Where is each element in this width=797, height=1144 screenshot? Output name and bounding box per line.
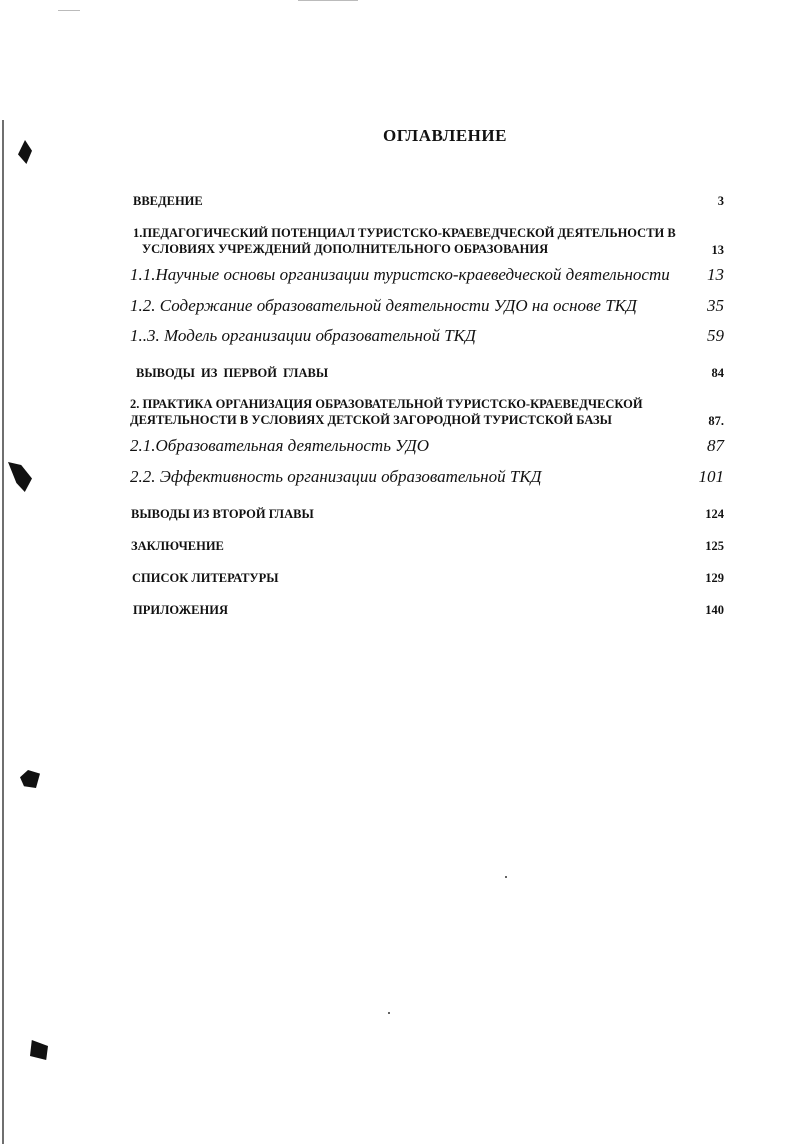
toc-entry-page: 124 bbox=[705, 507, 724, 521]
toc-entry-page: 84 bbox=[711, 366, 724, 380]
toc-entry-label: 2.1.Образовательная деятельность УДО bbox=[130, 436, 430, 455]
toc-entry-page: 125 bbox=[705, 539, 724, 553]
toc-entry-page: 13 bbox=[711, 243, 724, 257]
page-title: ОГЛАВЛЕНИЕ bbox=[383, 126, 507, 145]
toc-entry-label: 1.1.Научные основы организации туристско-краеведческой деятельности bbox=[130, 265, 670, 284]
toc-entry-label-line2: УСЛОВИЯХ УЧРЕЖДЕНИЙ ДОПОЛНИТЕЛЬНОГО ОБРАЗОВАНИЯ bbox=[142, 242, 549, 256]
toc-entry-label: ЗАКЛЮЧЕНИЕ bbox=[131, 539, 224, 553]
toc-entry-label-line2: ДЕЯТЕЛЬНОСТИ В УСЛОВИЯХ ДЕТСКОЙ ЗАГОРОДНОЙ ТУРИСТСКОЙ БАЗЫ bbox=[130, 413, 612, 427]
toc-entry-page: 101 bbox=[698, 467, 724, 486]
toc-entry-label: СПИСОК ЛИТЕРАТУРЫ bbox=[132, 571, 279, 585]
toc-entry-page: 87 bbox=[707, 436, 724, 455]
toc-entry-page: 13 bbox=[707, 265, 724, 284]
toc-entry-page: 129 bbox=[705, 571, 724, 585]
toc-entry-label: ПРИЛОЖЕНИЯ bbox=[133, 603, 228, 617]
toc-entry-page: 35 bbox=[707, 296, 724, 315]
toc-entry-page: 87. bbox=[708, 414, 724, 428]
toc-entry-page: 3 bbox=[717, 194, 724, 208]
toc-entry-page: 140 bbox=[705, 603, 724, 617]
toc-entry-label: 2.2. Эффективность организации образовательной ТКД bbox=[130, 467, 542, 486]
toc-entry-label: ВЫВОДЫ ИЗ ПЕРВОЙ ГЛАВЫ bbox=[136, 366, 329, 380]
toc-entry-label-line1: 1.ПЕДАГОГИЧЕСКИЙ ПОТЕНЦИАЛ ТУРИСТСКО-КРАЕВЕДЧЕСКОЙ ДЕЯТЕЛЬНОСТИ В bbox=[133, 226, 676, 240]
toc-entry-page: 59 bbox=[707, 326, 724, 345]
toc-entry-label: 1..3. Модель организации образовательной ТКД bbox=[130, 326, 476, 345]
toc-entry-label-line1: 2. ПРАКТИКА ОРГАНИЗАЦИЯ ОБРАЗОВАТЕЛЬНОЙ ТУРИСТСКО-КРАЕВЕДЧЕСКОЙ bbox=[130, 397, 643, 411]
toc-entry-label: ВВЕДЕНИЕ bbox=[133, 194, 203, 208]
toc-entry-label: 1.2. Содержание образовательной деятельности УДО на основе ТКД bbox=[130, 296, 637, 315]
toc-entry-label: ВЫВОДЫ ИЗ ВТОРОЙ ГЛАВЫ bbox=[131, 507, 314, 521]
